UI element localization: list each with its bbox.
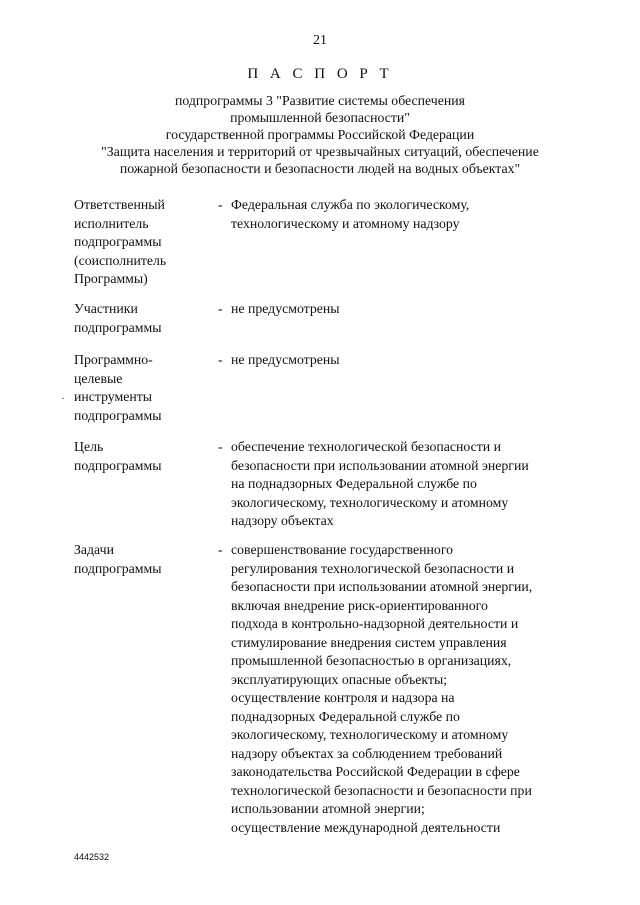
value-line: поднадзорных Федеральной службе по [231,708,460,724]
value-line: технологическому и атомному надзору [231,215,460,231]
row-value [231,196,571,233]
label-line: подпрограммы [74,234,162,249]
value-line: использовании атомной энергии; [231,801,425,816]
value-line: промышленной безопасностью в организациях, [231,653,512,668]
label-line: подпрограммы [74,560,162,576]
subtitle-line: подпрограммы 3 "Развитие системы обеспечения [175,93,465,108]
value-line: безопасности при использовании атомной энергии [231,457,529,473]
value-line: включая внедрение риск-ориентированного [231,597,488,613]
value-line: экологическому, технологическому и атомному [231,727,509,742]
row-value [231,300,571,319]
subtitle-line: государственной программы Российской Федерации [165,127,475,142]
label-line: инструменты [74,389,153,404]
value-line: законодательства Российской Федерации в сфере [231,764,520,779]
row-label [74,300,214,337]
value-line: осуществление международной деятельности [231,819,501,835]
subtitle-line: "Защита населения и территорий от чрезвычайных ситуаций, обеспечение [101,144,539,159]
value-line: надзору объектах [231,513,334,528]
row-value [231,541,571,837]
value-line: регулирования технологической безопасности и [231,560,515,576]
subtitle-line: промышленной безопасности" [230,110,410,125]
value-line: подхода в контрольно-надзорной деятельности и [231,616,519,631]
value-line: безопасности при использовании атомной энергии, [231,579,533,594]
label-line: Ответственный [74,197,165,212]
row-dash: - [218,352,223,367]
value-line: на поднадзорных Федеральной службе по [231,476,477,491]
row-value [231,351,571,370]
document-subtitle [0,92,640,177]
row-dash: - [218,197,223,212]
label-line: подпрограммы [74,457,162,473]
value-line: экологическому, технологическому и атомному [231,494,509,510]
row-dash: - [218,542,223,557]
value-line: Федеральная служба по экологическому, [231,197,470,212]
value-line: стимулирование внедрения систем управления [231,634,507,650]
value-line: не предусмотрены [231,352,340,367]
value-line: технологической безопасности и безопасности при [231,782,532,798]
value-line: обеспечение технологической безопасности и [231,439,501,454]
label-line: Программно- [74,352,153,367]
value-line: не предусмотрены [231,301,340,316]
label-line: Участники [74,301,138,316]
row-label [74,351,214,425]
scan-speck [62,398,64,399]
document-code: 4442532 [74,852,110,862]
value-line: надзору объектах за соблюдением требований [231,745,503,761]
label-line: исполнитель [74,215,149,231]
document-title: П А С П О Р Т [247,66,393,82]
label-line: подпрограммы [74,407,162,423]
row-label [74,196,214,289]
row-dash: - [218,439,223,454]
value-line: совершенствование государственного [231,542,454,557]
row-value [231,438,571,531]
label-line: (соисполнитель [74,252,167,268]
label-line: подпрограммы [74,319,162,335]
row-label [74,541,214,578]
row-dash: - [218,301,223,316]
label-line: целевые [74,370,123,386]
label-line: Программы) [74,271,148,286]
label-line: Цель [74,439,104,454]
label-line: Задачи [74,542,114,557]
page-number: 21 [313,33,327,48]
subtitle-line: пожарной безопасности и безопасности людей на водных объектах" [119,161,521,176]
value-line: осуществление контроля и надзора на [231,690,455,705]
value-line: эксплуатирующих опасные объекты; [231,671,448,687]
row-label [74,438,214,475]
